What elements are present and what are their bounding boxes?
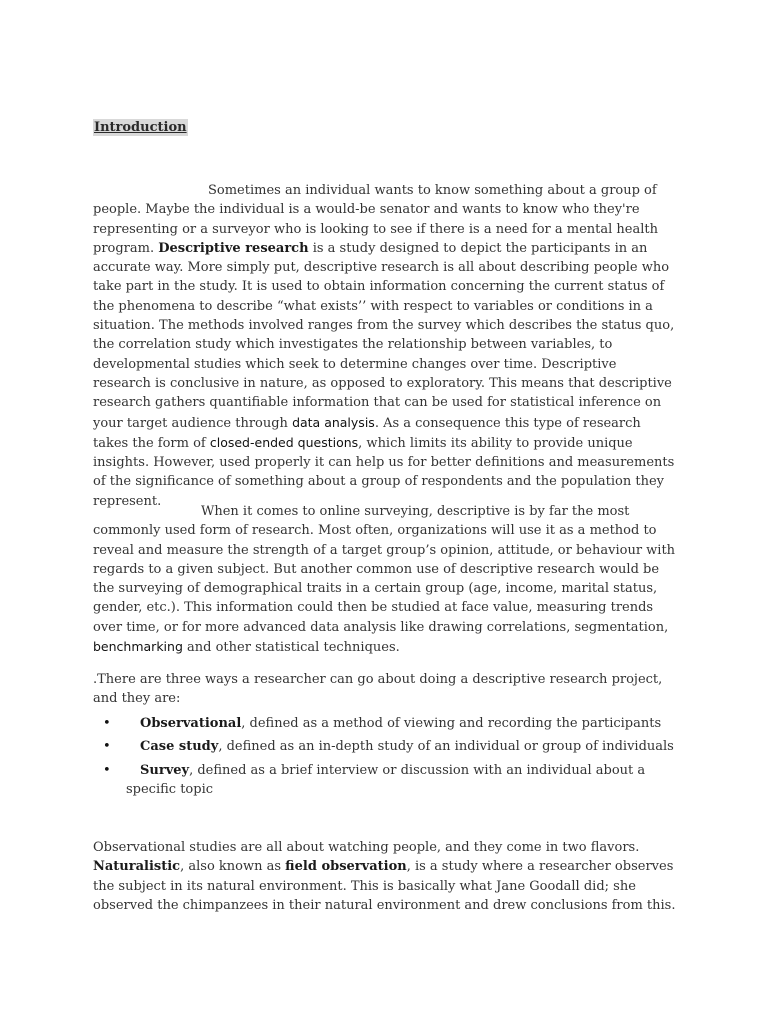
list-item-definition: , defined as an in-depth study of an individual or group of individuals xyxy=(218,739,674,755)
p1-body-text: is a study designed to depict the participants in an accurate way. More simply put, descriptive research is all about describing people who take part in the study. It is used to obtain information concerning the current status of the phenomena to describe “what exists’’ with respect to variables or conditions in a situation. The methods involved ranges from the survey which describes the status quo, the correlation study which investigates the relationship between variables, to developmental studies which seek to determine changes over time. Descriptive research is conclusive in nature, as opposed to exploratory. This means that descriptive research gathers quantifiable information that can be used for statistical inference on your target audience through xyxy=(93,240,675,431)
p4-bold-naturalistic: Naturalistic xyxy=(93,859,181,875)
p4-bold-field-observation: field observation xyxy=(285,859,407,875)
benchmarking-link[interactable]: benchmarking xyxy=(93,639,183,655)
list-item xyxy=(93,737,678,756)
p1-lead-text: Sometimes an individual wants to know something about a group of people. Maybe the individual is a would-be senator and wants to know who they're representing or a surveyor who is looking to see if there is a need for a mental health program. xyxy=(93,183,659,256)
data-analysis-link[interactable]: data analysis xyxy=(292,414,375,430)
research-methods-list xyxy=(93,714,678,803)
p1-tail-text: , which limits its ability to provide unique insights. However, used properly it can help us for better definitions and measurements of the significance of something about a group of respondents and the population they represent. xyxy=(93,435,675,509)
p4-tail-text: , is a study where a researcher observes the subject in its natural environment. This is basically what Jane Goodall did; she observed the chimpanzees in their natural environment and drew conclusions from this. xyxy=(93,859,676,913)
paragraph-three-ways: .There are three ways a researcher can go about doing a descriptive research project, and they are: xyxy=(93,672,663,707)
list-item-definition: , defined as a method of viewing and recording the participants xyxy=(241,716,662,731)
bullet-icon: • xyxy=(103,739,111,755)
p2-tail-text: and other statistical techniques. xyxy=(182,640,400,656)
paragraph-online-surveying xyxy=(93,502,678,657)
p1-body-text-2: . As a consequence this type of research takes the form of xyxy=(93,415,641,451)
paragraph-descriptive-research xyxy=(93,181,678,511)
list-item-term: Survey xyxy=(140,762,190,778)
p4-mid-text: , also known as xyxy=(180,859,286,875)
p4-lead-text: Observational studies are all about watching people, and they come in two flavors. xyxy=(93,840,640,855)
list-item xyxy=(93,761,678,800)
list-item xyxy=(93,714,678,733)
p1-bold-term: Descriptive research xyxy=(158,240,309,256)
bullet-icon: • xyxy=(103,762,111,778)
list-item-definition: , defined as a brief interview or discussion with an individual about a specific topic xyxy=(126,762,646,797)
bullet-icon: • xyxy=(103,716,111,731)
p2-lead-text: When it comes to online surveying, descriptive is by far the most commonly used form of research. Most often, organizations will use it as a method to reveal and measure the strength of a target group’s opinion, attitude, or behaviour with regards to a given subject. But another common use of descriptive research would be the surveying of demographical traits in a certain group (age, income, marital status, gender, etc.). This information could then be studied at face value, measuring trends over time, or for more advanced data analysis like drawing correlations, segmentation, xyxy=(93,504,676,635)
list-item-term: Case study xyxy=(140,739,219,755)
closed-ended-questions-link[interactable]: closed-ended questions xyxy=(209,434,359,450)
paragraph-observational-studies xyxy=(93,838,678,915)
section-heading: Introduction xyxy=(94,120,187,135)
list-item-term: Observational xyxy=(140,716,242,731)
